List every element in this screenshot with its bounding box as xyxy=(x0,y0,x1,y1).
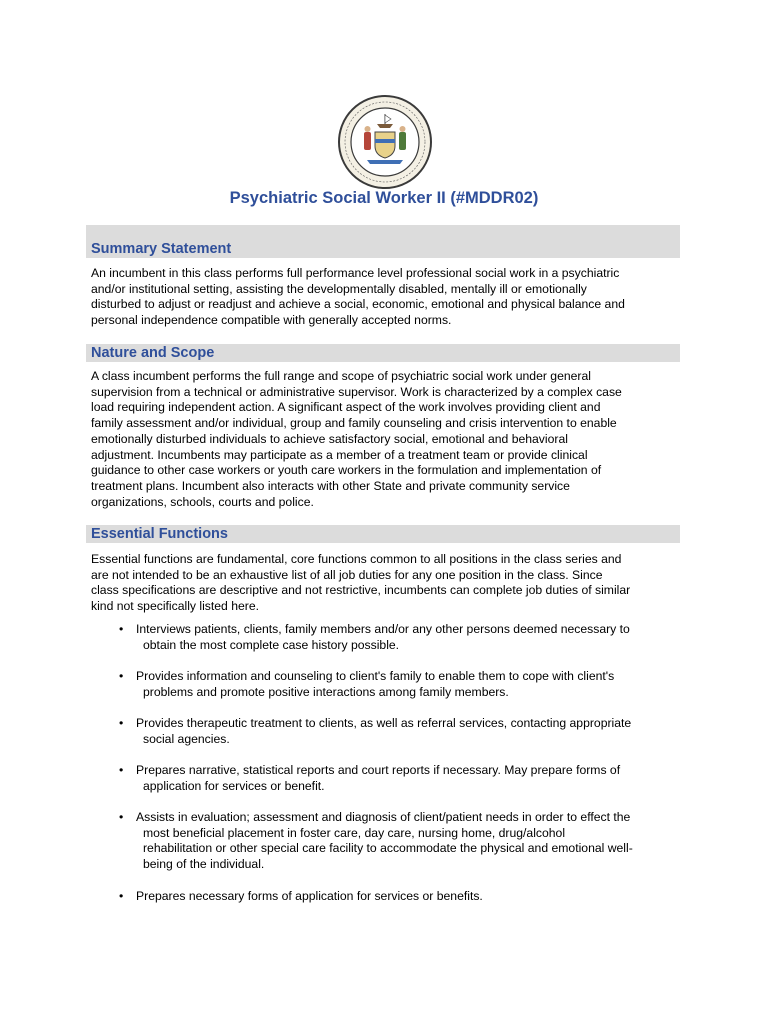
text-line: class specifications are descriptive and not restrictive, incumbents can complete job duties of similar xyxy=(91,583,631,598)
text-line: Prepares necessary forms of application for services or benefits. xyxy=(136,889,483,903)
text-line: Provides information and counseling to client's family to enable them to cope with client's xyxy=(136,669,615,683)
text-line: rehabilitation or other special care facility to accommodate the physical and emotional well- xyxy=(143,841,633,856)
section-heading-nature: Nature and Scope xyxy=(86,344,680,362)
bullet-icon: • xyxy=(119,763,124,777)
text-line: supervision from a technical or administrative supervisor. Work is characterized by a complex case xyxy=(91,384,622,399)
text-line: are not intended to be an exhaustive list of all job duties for any one position in the class. Since xyxy=(91,567,603,582)
text-line: social agencies. xyxy=(143,731,230,746)
delaware-seal-icon xyxy=(337,94,433,190)
text-line: Essential functions are fundamental, core functions common to all positions in the class series and xyxy=(91,552,622,566)
text-line: treatment plans. Incumbent also interacts with other State and private community service xyxy=(91,478,570,493)
text-line: guidance to other case workers or youth care workers in the formulation and implementation of xyxy=(91,463,602,478)
text-line: organizations, schools, courts and police. xyxy=(91,494,314,509)
section-heading-essential: Essential Functions xyxy=(86,525,680,543)
text-line: Interviews patients, clients, family members and/or any other persons deemed necessary to xyxy=(136,622,630,636)
bullet-icon: • xyxy=(119,669,124,683)
bullet-icon: • xyxy=(119,716,124,730)
bullet-icon: • xyxy=(119,622,124,636)
section-heading-summary: Summary Statement xyxy=(86,225,680,258)
text-line: problems and promote positive interactions among family members. xyxy=(143,684,509,699)
nature-paragraph xyxy=(91,369,681,510)
text-line: An incumbent in this class performs full performance level professional social work in a psychiatric xyxy=(91,266,620,280)
text-line: and/or institutional setting, assisting the developmentally disabled, mentally ill or emotionally xyxy=(91,281,587,296)
text-line: personal independence compatible with generally accepted norms. xyxy=(91,313,452,328)
text-line: emotionally disturbed individuals to achieve satisfactory social, emotional and behavioral xyxy=(91,431,568,446)
text-line: application for services or benefit. xyxy=(143,778,325,793)
essential-paragraph xyxy=(91,552,681,615)
text-line: most beneficial placement in foster care, day care, nursing home, drug/alcohol xyxy=(143,825,566,840)
text-line: A class incumbent performs the full range and scope of psychiatric social work under general xyxy=(91,369,591,383)
text-line: Prepares narrative, statistical reports and court reports if necessary. May prepare forms of xyxy=(136,763,621,777)
text-line: adjustment. Incumbents may participate as a member of a treatment team or provide clinical xyxy=(91,447,588,462)
page-title: Psychiatric Social Worker II (#MDDR02) xyxy=(229,189,539,207)
state-seal-logo xyxy=(337,94,433,190)
text-line: Assists in evaluation; assessment and diagnosis of client/patient needs in order to effect the xyxy=(136,810,631,824)
bullet-icon: • xyxy=(119,810,124,824)
summary-paragraph xyxy=(91,266,681,329)
text-line: disturbed to adjust or readjust and achieve a social, economic, emotional and physical balance and xyxy=(91,297,625,312)
text-line: load requiring independent action. A significant aspect of the work involves providing client and xyxy=(91,400,601,415)
text-line: being of the individual. xyxy=(143,857,265,872)
text-line: Provides therapeutic treatment to clients, as well as referral services, contacting appropriate xyxy=(136,716,632,730)
text-line: kind not specifically listed here. xyxy=(91,599,260,614)
text-line: family assessment and/or individual, group and family counseling and crisis intervention to enable xyxy=(91,416,617,431)
bullet-icon: • xyxy=(119,889,124,903)
text-line: obtain the most complete case history possible. xyxy=(143,637,400,652)
